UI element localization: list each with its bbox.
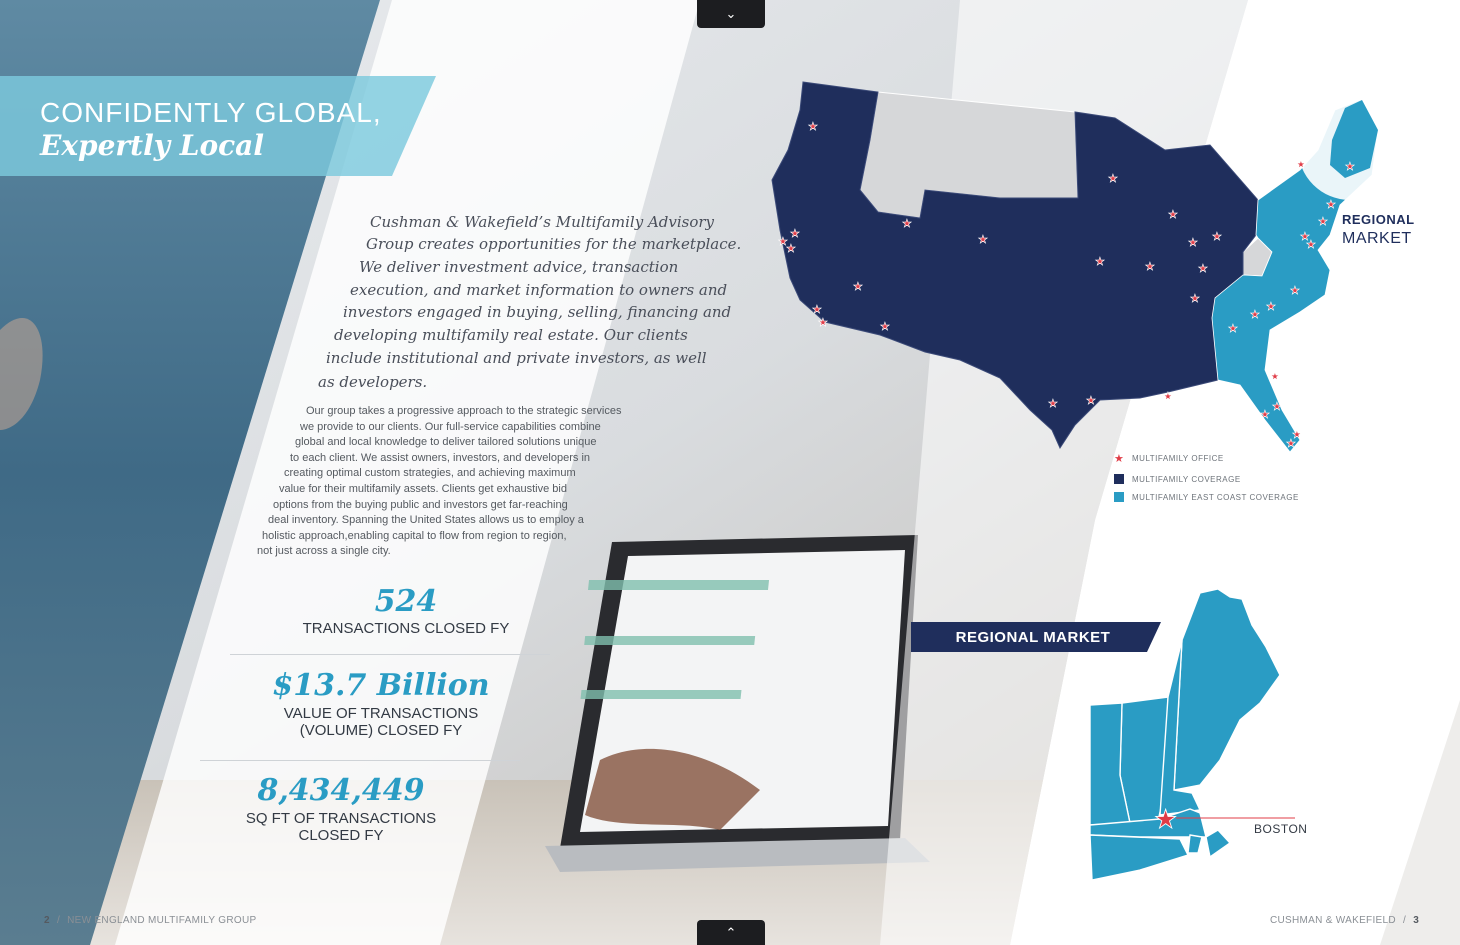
star-icon: ★ (1145, 261, 1155, 273)
star-icon: ★ (1260, 409, 1270, 421)
star-icon: ★ (1198, 263, 1208, 275)
star-icon: ★ (1048, 398, 1058, 410)
state-rhode-island (1188, 835, 1202, 853)
state-cape-cod (1206, 830, 1230, 857)
star-icon: ★ (1300, 231, 1310, 243)
star-icon: ★ (1326, 199, 1336, 211)
star-icon: ★ (1270, 371, 1280, 383)
chevron-up-icon: ⌃ (725, 924, 737, 940)
body-line: options from the buying public and investors get far-reaching (273, 499, 568, 511)
stat-volume-value: $13.7 Billion (272, 668, 490, 703)
body-line: value for their multifamily assets. Clients get exhaustive bid (279, 483, 567, 495)
footer-separator: / (1403, 915, 1407, 926)
headline-line-2: Expertly Local (40, 129, 264, 162)
stat-sqft-value: 8,434,449 (257, 773, 425, 808)
intro-line: include institutional and private investors, as well (326, 349, 707, 367)
footer-title: CUSHMAN & WAKEFIELD (1270, 915, 1396, 926)
legend-item-office (1114, 452, 1299, 465)
new-england-map (1080, 585, 1320, 885)
stat-sqft-label: CLOSED FY (298, 827, 384, 844)
star-icon: ★ (1266, 301, 1276, 313)
legend-item-east-coast (1114, 492, 1299, 502)
regional-market-title: REGIONAL MARKET (955, 629, 1111, 646)
stat-volume-label: (VOLUME) CLOSED FY (299, 722, 463, 739)
intro-line: execution, and market information to owners and (350, 281, 728, 299)
legend-label: MULTIFAMILY OFFICE (1132, 454, 1224, 463)
star-icon: ★ (1108, 173, 1118, 185)
star-icon: ★ (1250, 309, 1260, 321)
star-icon: ★ (1290, 285, 1300, 297)
star-icon: ★ (818, 317, 828, 329)
legend-label: MULTIFAMILY COVERAGE (1132, 474, 1241, 484)
star-icon: ★ (1345, 161, 1355, 173)
star-icon: ★ (853, 281, 863, 293)
star-icon: ★ (1296, 159, 1306, 171)
page-number: 2 (44, 915, 50, 926)
star-icon: ★ (1154, 804, 1178, 834)
star-icon: ★ (808, 121, 818, 133)
regional-market-label: MARKET (1342, 230, 1412, 247)
star-icon: ★ (1272, 401, 1282, 413)
boston-label: BOSTON (1254, 822, 1308, 836)
star-icon: ★ (790, 228, 800, 240)
intro-line: investors engaged in buying, selling, financing and (343, 303, 732, 321)
star-icon: ★ (1163, 391, 1173, 403)
star-icon: ★ (812, 304, 822, 316)
footer-separator: / (56, 915, 61, 926)
intro-line: Group creates opportunities for the marketplace. (366, 235, 742, 253)
body-line: not just across a single city. (257, 545, 391, 557)
legend-swatch (1114, 492, 1124, 502)
intro-line: developing multifamily real estate. Our clients (334, 326, 688, 344)
body-line: to each client. We assist owners, investors, and developers in (290, 452, 591, 464)
intro-line: as developers. (318, 373, 428, 391)
map-legend (1114, 452, 1299, 502)
footer-title: NEW ENGLAND MULTIFAMILY GROUP (67, 915, 257, 926)
star-icon: ★ (786, 243, 796, 255)
star-icon: ★ (1095, 256, 1105, 268)
star-icon: ★ (1114, 453, 1125, 465)
star-icon: ★ (1228, 323, 1238, 335)
chevron-down-icon: ⌄ (725, 6, 737, 21)
stat-volume-label: VALUE OF TRANSACTIONS (283, 705, 479, 722)
star-icon: ★ (1086, 395, 1096, 407)
body-line: we provide to our clients. Our full-service capabilities combine (300, 421, 601, 433)
body-line: holistic approach,enabling capital to flow from region to region, (262, 530, 567, 542)
legend-swatch (1114, 474, 1124, 484)
star-icon: ★ (902, 218, 912, 230)
body-line: creating optimal custom strategies, and achieving maximum (284, 467, 576, 479)
star-icon: ★ (1306, 239, 1316, 251)
state-maine (1174, 589, 1280, 790)
star-icon: ★ (880, 321, 890, 333)
star-icon: ★ (1188, 237, 1198, 249)
legend-item-coverage (1114, 474, 1299, 484)
star-icon: ★ (1212, 231, 1222, 243)
intro-line: We deliver investment advice, transaction (359, 258, 679, 276)
stat-transactions-label: TRANSACTIONS CLOSED FY (302, 620, 510, 637)
regional-market-label: REGIONAL (1342, 212, 1415, 227)
star-icon: ★ (1318, 216, 1328, 228)
intro-line: Cushman & Wakefield’s Multifamily Advisory (370, 213, 715, 231)
footer-right (1270, 915, 1419, 926)
state-connecticut (1090, 835, 1188, 880)
stat-sqft-label: SQ FT OF TRANSACTIONS (245, 810, 437, 827)
stat-transactions-value: 524 (374, 584, 438, 619)
page-number: 3 (1413, 915, 1420, 926)
footer-left (44, 915, 256, 926)
body-line: global and local knowledge to deliver tailored solutions unique (295, 436, 597, 448)
body-line: Our group takes a progressive approach to the strategic services (306, 405, 622, 417)
star-icon: ★ (1190, 293, 1200, 305)
star-icon: ★ (1292, 429, 1302, 441)
star-icon: ★ (1168, 209, 1178, 221)
legend-label: MULTIFAMILY EAST COAST COVERAGE (1132, 492, 1299, 502)
headline-line-1: CONFIDENTLY GLOBAL, (40, 97, 382, 128)
star-icon: ★ (778, 236, 788, 248)
body-line: deal inventory. Spanning the United States allows us to employ a (268, 514, 584, 526)
star-icon: ★ (1286, 438, 1296, 450)
star-icon: ★ (978, 234, 988, 246)
